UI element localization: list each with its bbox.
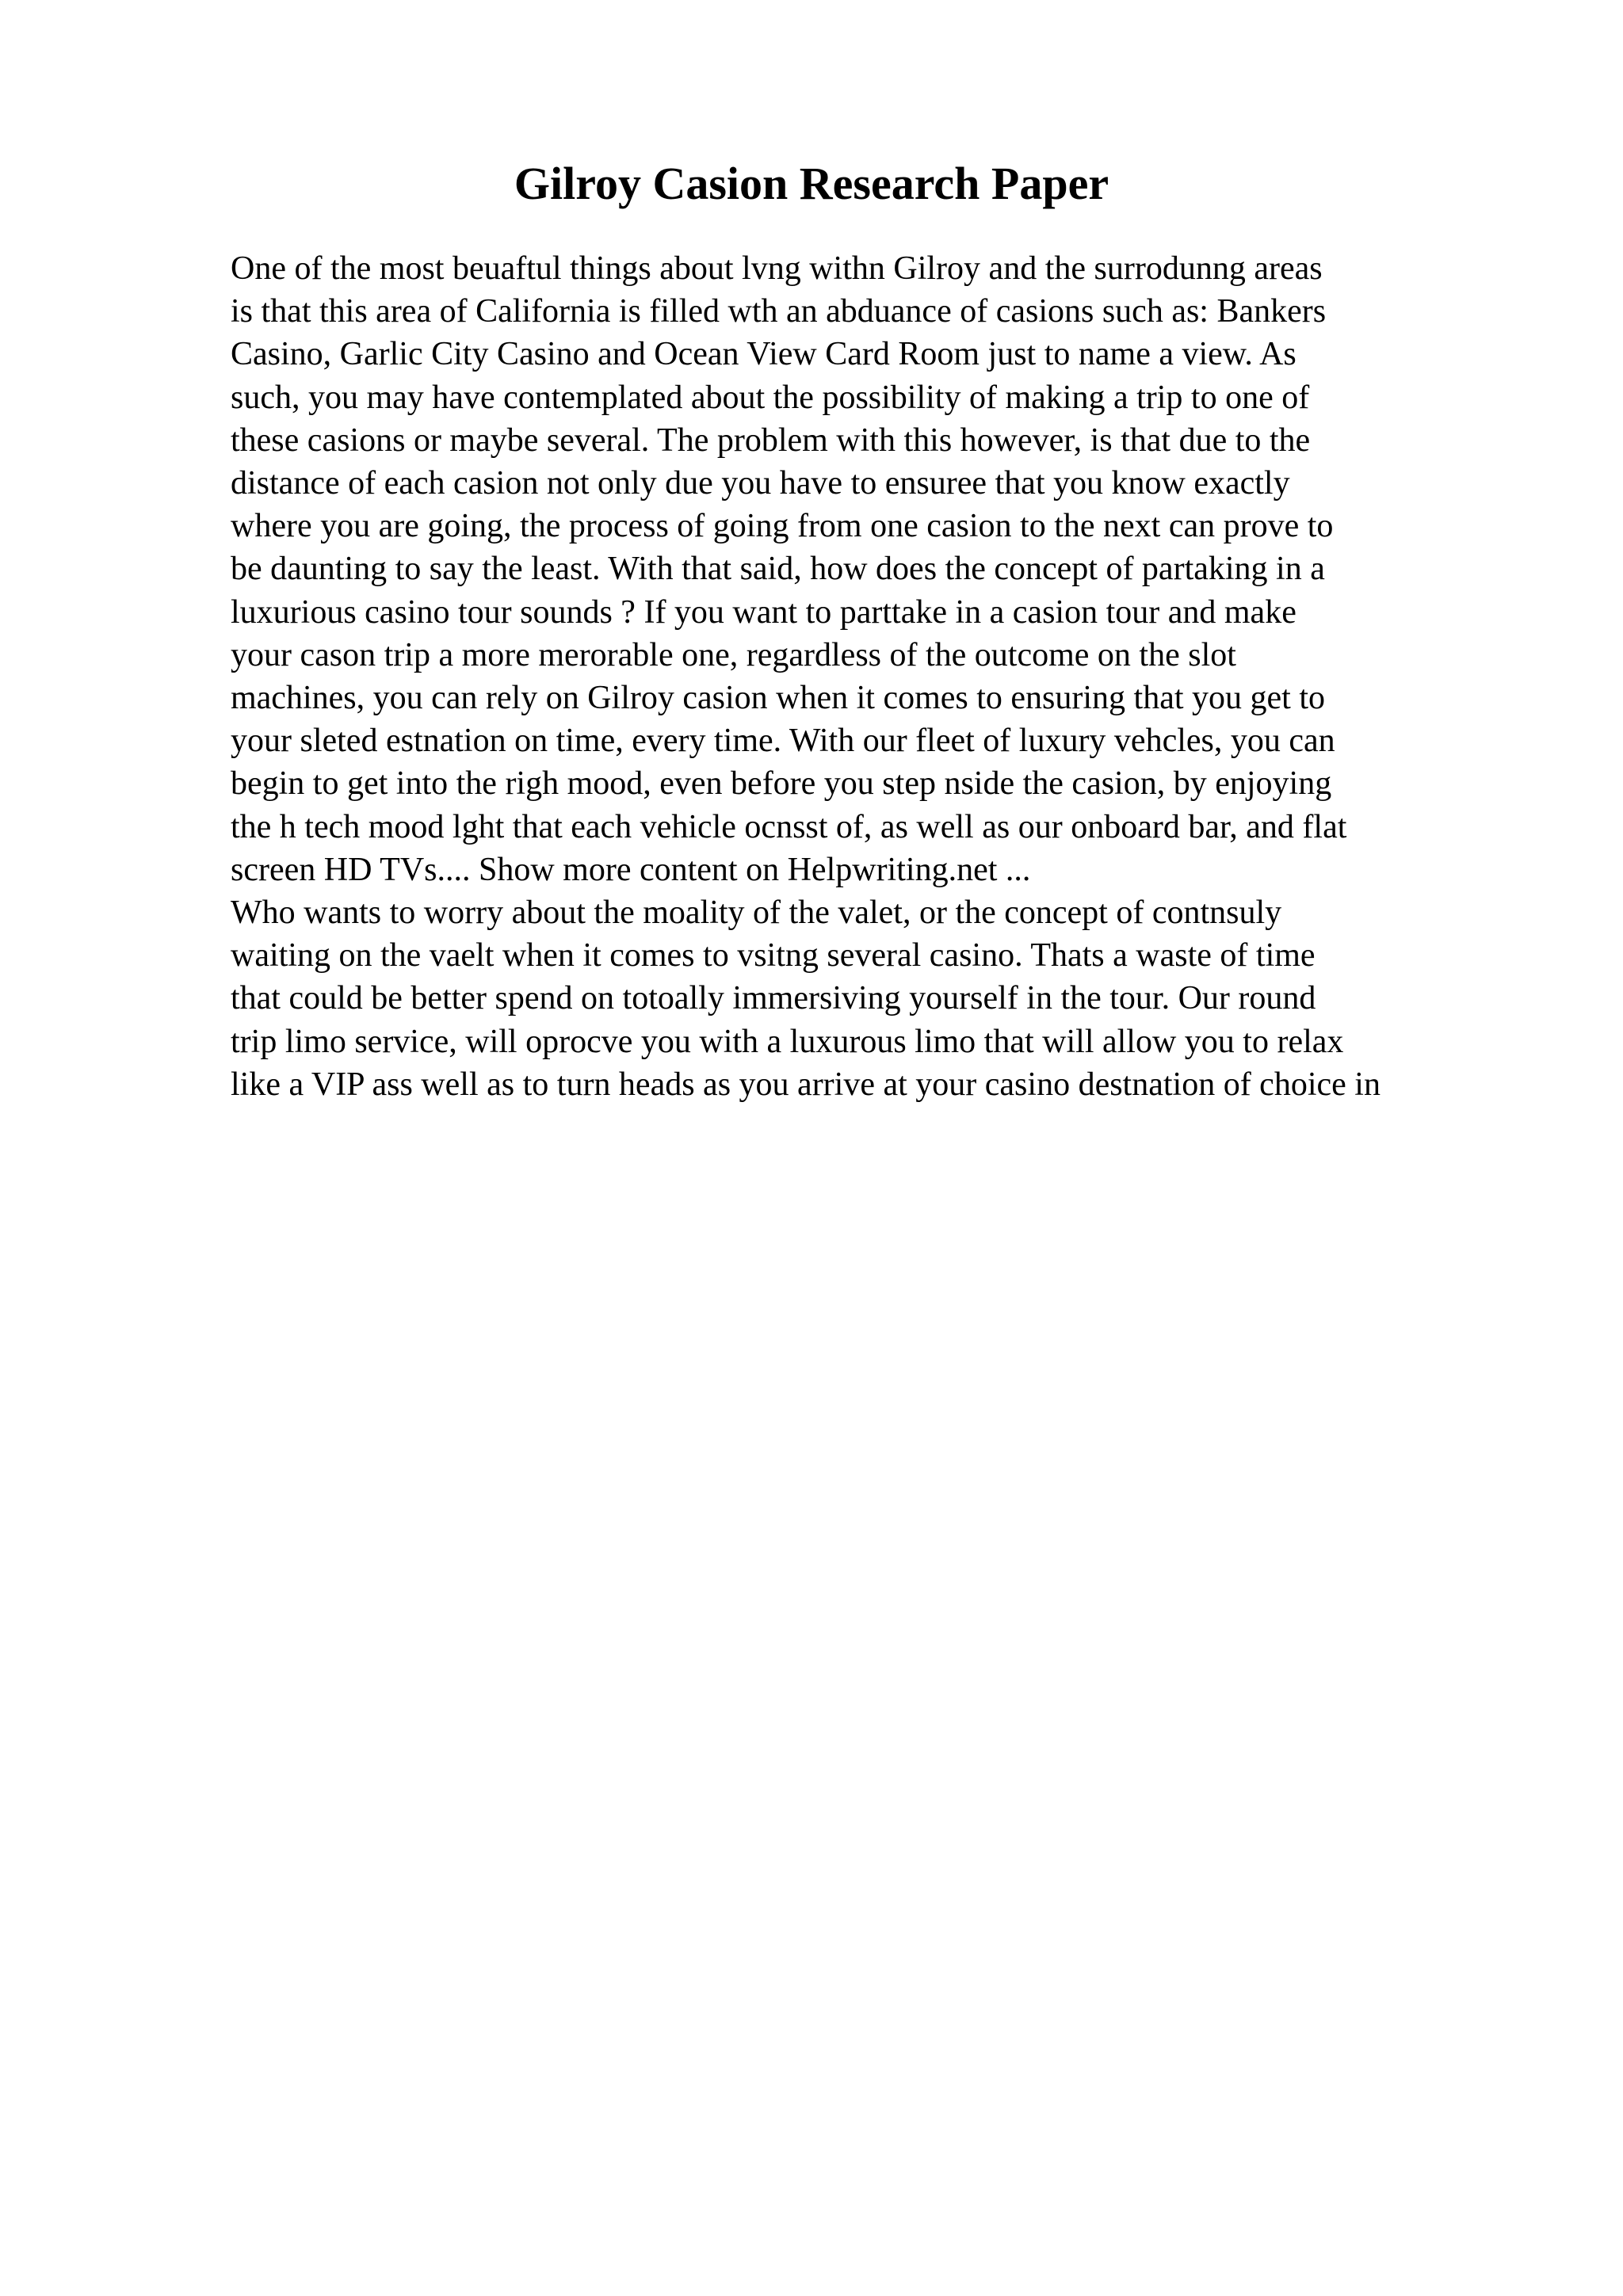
text-line: where you are going, the process of going from one casion to the next can prove to [231, 508, 1334, 545]
text-line: the h tech mood lght that each vehicle ocnsst of, as well as our onboard bar, and flat [231, 808, 1347, 845]
page-title: Gilroy Casion Research Paper [514, 158, 1109, 209]
text-line: begin to get into the righ mood, even before you step nside the casion, by enjoying [231, 765, 1332, 803]
text-line: Who wants to worry about the moality of the valet, or the concept of contnsuly [231, 894, 1282, 932]
text-line: be daunting to say the least. With that said, how does the concept of partaking in a [231, 551, 1325, 588]
text-line: your cason trip a more merorable one, regardless of the outcome on the slot [231, 636, 1236, 673]
text-line: screen HD TVs.... Show more content on Helpwriting.net ... [231, 851, 1031, 888]
text-line: distance of each casion not only due you have to ensuree that you know exactly [231, 465, 1290, 502]
text-line: these casions or maybe several. The problem with this however, is that due to the [231, 421, 1311, 459]
text-line: luxurious casino tour sounds ? If you want to parttake in a casion tour and make [231, 593, 1296, 631]
text-line: machines, you can rely on Gilroy casion when it comes to ensuring that you get to [231, 680, 1326, 717]
text-line: waiting on the vaelt when it comes to vsitng several casino. Thats a waste of time [231, 937, 1316, 974]
text-line: is that this area of California is filled wth an abduance of casions such as: Bankers [231, 293, 1327, 330]
text-line: that could be better spend on totoally immersiving yourself in the tour. Our round [231, 980, 1316, 1017]
body-text [231, 247, 1546, 1106]
text-line: like a VIP ass well as to turn heads as you arrive at your casino destnation of choice in [231, 1066, 1381, 1103]
text-line: your sleted estnation on time, every time. With our fleet of luxury vehcles, you can [231, 723, 1335, 760]
text-line: trip limo service, will oprocve you with a luxurous limo that will allow you to relax [231, 1023, 1344, 1060]
text-line: One of the most beuaftul things about lvng withn Gilroy and the surrodunng areas [231, 250, 1323, 287]
text-line: such, you may have contemplated about the possibility of making a trip to one of [231, 379, 1310, 416]
text-line: Casino, Garlic City Casino and Ocean View Card Room just to name a view. As [231, 336, 1296, 373]
